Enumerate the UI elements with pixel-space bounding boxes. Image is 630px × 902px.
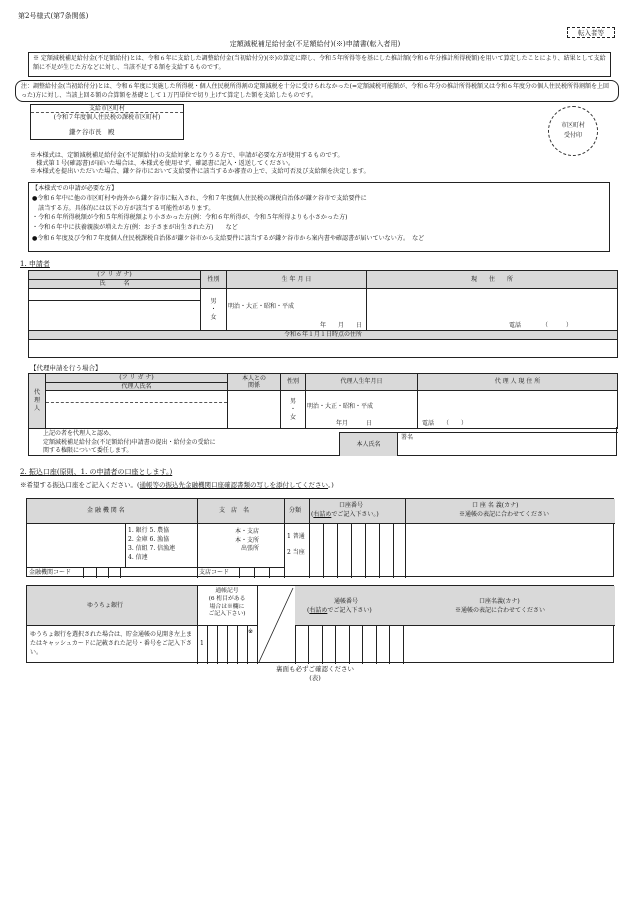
stamp-line1: 市区町村 — [560, 122, 585, 129]
account-number-field[interactable] — [309, 524, 405, 578]
proxy-name-header: 代理人氏名 — [46, 382, 228, 391]
bank-table — [26, 498, 614, 577]
symbol-header — [197, 586, 257, 626]
principal-label: 本人氏名 — [339, 432, 398, 456]
form-title: 定額減税補足給付金(不足額給付)(※)申請書(転入者用) — [229, 40, 401, 48]
recipient-line2: (令和７年度個人住民税の課税市区町村) — [53, 114, 161, 121]
symbol-one: 1 — [200, 640, 204, 647]
number-note: (右詰めでご記入下さい) — [307, 607, 372, 614]
stamp-line2: 受付印 — [563, 132, 582, 139]
form-number: 第2号様式(第7条関係) — [18, 12, 89, 20]
branch-header: 支 店 名 — [219, 507, 250, 514]
eligibility-item: 該当する方。具体的には以下の方が該当する可能性があります。 — [32, 204, 215, 212]
gender-header: 性別 — [201, 271, 227, 289]
recipient-line1: 支給市区町村 — [31, 105, 183, 113]
eligibility-item: ・令和６年中に扶養親族が増えた方(例：お子さまが出生された方) など — [32, 224, 238, 232]
furigana-header: (フ リ ガ ナ) — [29, 271, 201, 280]
relation-header: 本人との 関係 — [228, 374, 281, 391]
address-header: 現 住 所 — [367, 271, 618, 289]
applicant-table — [28, 270, 618, 358]
note-suffix: 。) — [328, 481, 334, 489]
branch-kinds[interactable]: 本・支店 本・支所 出張所 — [235, 528, 260, 552]
yucho-note: ゆうちょ銀行を選択された場合は、貯金通帳の見開き左上またはキャッシュカードに記載された記号・番号をご記入下さい。 — [30, 631, 193, 656]
institution-header: 金 融 機 関 名 — [87, 507, 125, 514]
name-field[interactable] — [29, 301, 201, 331]
type-header: 分類 — [289, 507, 302, 514]
section2-title: 2. 振込口座(原則、1. の申請者の口座とします。) — [20, 468, 173, 476]
eligibility-heading: 【本様式での申請が必要な方】 — [32, 185, 118, 192]
symbol-header-text: 通帳記号 (6 桁目がある 場合は※欄に ご記入下さい) — [208, 588, 246, 618]
definition-note: ※ 定額減税補足給付金(不足額給付)とは、令和６年に支給した調整給付金(当初給付分)(※)の算定に際し、令和５年所得等を基にした推計額(令和６年分推計所得税額)を用いて算定したことにより、結果として支給額に不足が生じた方などに対し、当該不足する額を支給するものです。 — [28, 52, 611, 77]
proxy-furigana-header: (フ リ ガ ナ) — [46, 374, 228, 383]
relation-field[interactable] — [228, 391, 281, 429]
eligibility-item: ●令和６年度及び令和７年度個人住民税課税自治体が鎌ケ谷市から支給要件に該当するが鎌ケ谷市から案内書や確認書が届いていない方。 など — [32, 234, 425, 242]
proxy-birth-field[interactable] — [306, 391, 418, 429]
yucho-label: ゆうちょ銀行 — [87, 602, 124, 609]
bank-code-field[interactable] — [83, 567, 131, 578]
birth-field[interactable] — [227, 289, 367, 331]
proxy-gender-options[interactable]: 男 ・ 女 — [281, 391, 306, 429]
address-field[interactable] — [367, 289, 618, 331]
branch-code-label: 支店コード — [199, 569, 230, 576]
recipient-box — [30, 104, 184, 140]
yucho-number-field[interactable] — [295, 626, 403, 664]
yucho-table — [26, 585, 614, 663]
eligibility-item: ●令和６年中に他の市区町村や海外から鎌ケ谷市に転入され、令和７年度個人住民税の課税自治体が鎌ケ谷市で支給要件に — [32, 194, 367, 202]
proxy-address-header: 代 理 人 現 住 所 — [418, 374, 618, 391]
delegation-area — [28, 427, 617, 456]
proxy-table — [28, 373, 618, 429]
symbol-field[interactable] — [197, 626, 257, 664]
reception-stamp — [548, 106, 598, 156]
bank-code-label: 金融機関コード — [29, 569, 72, 576]
furigana-field[interactable] — [29, 289, 201, 301]
eligibility-item: ・令和６年所得税額が令和５年所得税額より小さかった方(例：令和６年所得が、令和５年所得よりも小さかった方) — [32, 214, 348, 222]
transfer-tag: 転入者等 — [567, 27, 615, 38]
delegation-text: 上記の者を代理人と認め、 定額減税補足給付金(不足額給付)申請書の提出・給付金の受給に 関する権限について委任します。 — [43, 430, 216, 454]
slash-divider — [257, 586, 295, 664]
institution-kinds[interactable]: 1. 銀行 5. 農協 2. 金庫 6. 漁協 3. 信組 7. 信漁連 4. 信連 — [128, 527, 176, 561]
symbol-star: ※ — [248, 628, 254, 635]
principal-signature-field[interactable] — [398, 432, 618, 456]
signature-label: 署名 — [401, 434, 414, 441]
yucho-holder-field[interactable] — [403, 626, 615, 664]
adjustment-note: 注：調整給付金(当初給付分)とは、令和６年度に実施した所得税・個人住民税所得割の定額減税を十分に受けられなかった(=定額減税可能額が、令和６年分の推計所得税額又は令和６年度分の個人住民税所得割額を上回った)方に対し、当該上回る額の合算額を基礎として１万円単位で切り上げて算定した額を支給したものです。 — [15, 80, 619, 102]
holder-header: 口 座 名 義(カナ) — [472, 502, 519, 509]
jan1-address-field[interactable] — [29, 340, 618, 358]
branch-code-field[interactable] — [197, 567, 284, 578]
remark-2: 様式第１号(確認書)が届いた場合は、本様式を使用せず、確認書に記入・返送してください。 — [30, 160, 295, 167]
proxy-side-label: 代 理 人 — [29, 374, 46, 429]
date-units: 年 月 日 — [319, 321, 362, 329]
account-holder-field[interactable] — [405, 524, 615, 578]
proxy-era-options: 明治・大正・昭和・平成 — [307, 403, 374, 410]
section1-title: 1. 申請者 — [20, 260, 50, 268]
recipient-mayor: 鎌ケ谷市長 殿 — [69, 128, 115, 136]
gender-options[interactable]: 男 ・ 女 — [201, 289, 227, 331]
proxy-date-units: 年月 日 — [336, 419, 373, 427]
birth-header: 生 年 月 日 — [227, 271, 367, 289]
phone-label: 電話 （ ） — [509, 321, 573, 329]
proxy-name-field[interactable] — [46, 391, 228, 429]
yucho-holder-note: ※通帳の表記に合わせてください — [455, 607, 546, 614]
era-options: 明治・大正・昭和・平成 — [228, 303, 295, 310]
jan1-address-header: 令和６年１月１日時点の住所 — [29, 331, 618, 340]
account-no-header: 口座番号 — [339, 502, 364, 509]
proxy-address-field[interactable] — [418, 391, 618, 429]
proxy-phone-label: 電話 （ ） — [422, 419, 468, 427]
front-marker: (表) — [309, 674, 321, 682]
number-header: 通帳番号 — [334, 598, 359, 605]
account-types[interactable]: 1 普通 2 当座 — [287, 533, 305, 556]
eligibility-box — [28, 182, 610, 252]
account-no-note: (右詰めでご記入下さい。) — [311, 511, 379, 518]
holder-note: ※通帳の表記に合わせてください — [459, 511, 550, 518]
proxy-heading: 【代理申請を行う場合】 — [30, 364, 102, 372]
proxy-birth-header: 代理人生年月日 — [306, 374, 418, 391]
proxy-gender-header: 性別 — [281, 374, 306, 391]
note-prefix: ※希望する振込口座をご記入ください。( — [20, 481, 140, 489]
yucho-holder-header: 口座名義(カナ) — [479, 598, 520, 605]
note-underline: 通帳等の振込先金融機関口座確認書類の写しを添付してください — [139, 481, 329, 489]
check-back-note: 裏面も必ずご確認ください — [276, 665, 354, 673]
remark-3: ※本様式を提出いただいた場合、鎌ケ谷市において支給要件に該当するか審査の上で、支給可否及び支給額を決定します。 — [30, 168, 370, 175]
name-header: 氏 名 — [29, 280, 201, 289]
section2-note — [20, 481, 334, 489]
remark-1: ※本様式は、定額減税補足給付金(不足額給付)の支給対象となりうる方で、申請が必要な方が使用するものです。 — [30, 152, 344, 159]
